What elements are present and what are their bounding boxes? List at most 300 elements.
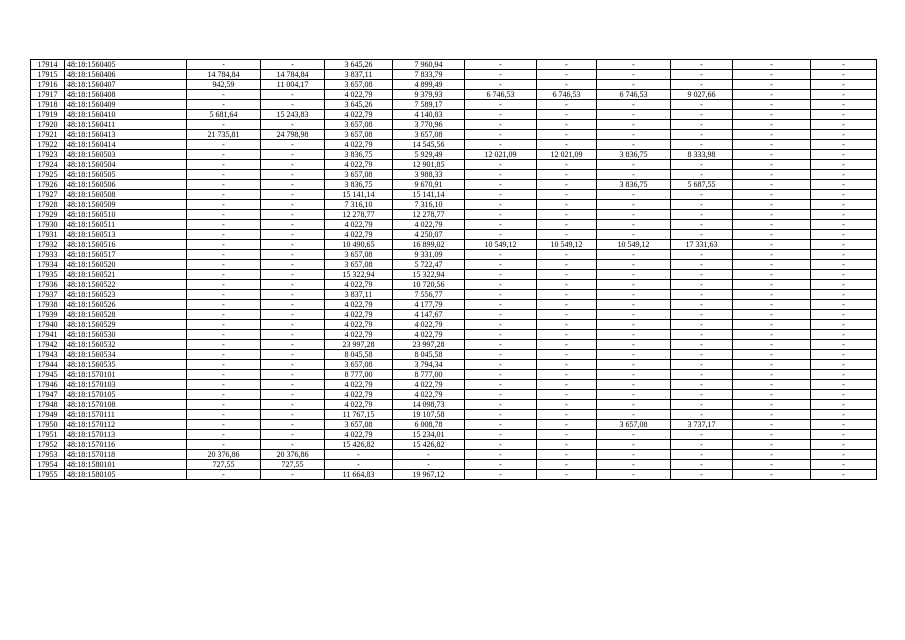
value-cell: 9 027,66 — [671, 90, 733, 100]
value-cell: - — [537, 250, 597, 260]
value-cell: 23 997,28 — [325, 340, 393, 350]
value-cell: - — [597, 400, 671, 410]
value-cell: - — [811, 290, 877, 300]
value-cell: - — [733, 230, 811, 240]
value-cell: - — [733, 370, 811, 380]
row-number-cell: 17944 — [31, 360, 65, 370]
value-cell: - — [537, 330, 597, 340]
value-cell: - — [733, 270, 811, 280]
row-number-cell: 17921 — [31, 130, 65, 140]
value-cell: - — [811, 160, 877, 170]
value-cell: - — [733, 350, 811, 360]
value-cell: - — [187, 150, 261, 160]
value-cell: 3 657,08 — [597, 420, 671, 430]
value-cell: 7 833,79 — [393, 70, 465, 80]
value-cell: - — [811, 470, 877, 480]
value-cell: - — [465, 450, 537, 460]
value-cell: - — [597, 330, 671, 340]
value-cell: - — [671, 220, 733, 230]
value-cell: 3 657,08 — [325, 260, 393, 270]
value-cell: - — [811, 220, 877, 230]
row-number-cell: 17927 — [31, 190, 65, 200]
row-number-cell: 17950 — [31, 420, 65, 430]
value-cell: - — [325, 460, 393, 470]
value-cell: 4 022,79 — [325, 220, 393, 230]
value-cell: - — [261, 160, 325, 170]
value-cell: - — [465, 300, 537, 310]
value-cell: 3 837,11 — [325, 70, 393, 80]
value-cell: 4 022,79 — [325, 320, 393, 330]
cadastral-number-cell: 48:18:1560522 — [65, 280, 187, 290]
value-cell: 727,55 — [261, 460, 325, 470]
value-cell: - — [537, 100, 597, 110]
value-cell: - — [187, 420, 261, 430]
cadastral-number-cell: 48:18:1580101 — [65, 460, 187, 470]
value-cell: 17 331,63 — [671, 240, 733, 250]
value-cell: - — [733, 170, 811, 180]
value-cell: - — [465, 200, 537, 210]
value-cell: - — [465, 370, 537, 380]
row-number-cell: 17943 — [31, 350, 65, 360]
value-cell: 9 331,09 — [393, 250, 465, 260]
value-cell: - — [597, 250, 671, 260]
table-row — [31, 440, 877, 450]
table-row — [31, 120, 877, 130]
value-cell: - — [811, 280, 877, 290]
value-cell: - — [811, 230, 877, 240]
value-cell: - — [671, 280, 733, 290]
cadastral-number-cell: 48:18:1570113 — [65, 430, 187, 440]
value-cell: 14 098,73 — [393, 400, 465, 410]
value-cell: - — [811, 400, 877, 410]
value-cell: - — [261, 360, 325, 370]
value-cell: - — [261, 310, 325, 320]
table-row — [31, 450, 877, 460]
value-cell: - — [261, 170, 325, 180]
row-number-cell: 17928 — [31, 200, 65, 210]
value-cell: - — [465, 130, 537, 140]
row-number-cell: 17930 — [31, 220, 65, 230]
value-cell: - — [671, 130, 733, 140]
value-cell: 8 333,98 — [671, 150, 733, 160]
value-cell: 4 899,49 — [393, 80, 465, 90]
cadastral-number-cell: 48:18:1570118 — [65, 450, 187, 460]
value-cell: - — [733, 130, 811, 140]
value-cell: - — [261, 120, 325, 130]
value-cell: - — [733, 330, 811, 340]
value-cell: - — [187, 360, 261, 370]
value-cell: - — [187, 470, 261, 480]
table-row — [31, 310, 877, 320]
value-cell: - — [465, 340, 537, 350]
value-cell: 15 234,01 — [393, 430, 465, 440]
value-cell: 3 657,08 — [325, 120, 393, 130]
value-cell: - — [261, 100, 325, 110]
value-cell: 3 657,08 — [325, 420, 393, 430]
value-cell: 3 794,34 — [393, 360, 465, 370]
value-cell: - — [733, 380, 811, 390]
value-cell: - — [465, 310, 537, 320]
table-row — [31, 350, 877, 360]
value-cell: - — [261, 390, 325, 400]
value-cell: - — [811, 460, 877, 470]
value-cell: - — [733, 310, 811, 320]
value-cell: - — [671, 250, 733, 260]
value-cell: - — [597, 360, 671, 370]
value-cell: 4 022,79 — [325, 110, 393, 120]
table-row — [31, 150, 877, 160]
value-cell: - — [597, 460, 671, 470]
value-cell: - — [597, 200, 671, 210]
value-cell: - — [811, 100, 877, 110]
row-number-cell: 17918 — [31, 100, 65, 110]
value-cell: - — [811, 170, 877, 180]
value-cell: 4 022,79 — [325, 90, 393, 100]
value-cell: - — [811, 390, 877, 400]
value-cell: 12 278,77 — [393, 210, 465, 220]
value-cell: 5 687,55 — [671, 180, 733, 190]
table-row — [31, 400, 877, 410]
value-cell: 11 767,15 — [325, 410, 393, 420]
value-cell: 4 022,79 — [325, 230, 393, 240]
value-cell: - — [537, 430, 597, 440]
value-cell: - — [261, 320, 325, 330]
value-cell: 23 997,28 — [393, 340, 465, 350]
value-cell: - — [187, 350, 261, 360]
value-cell: 4 022,79 — [393, 390, 465, 400]
value-cell: 4 022,79 — [393, 380, 465, 390]
value-cell: - — [465, 400, 537, 410]
value-cell: 4 022,79 — [325, 140, 393, 150]
value-cell: - — [597, 350, 671, 360]
value-cell: - — [597, 170, 671, 180]
value-cell: - — [811, 450, 877, 460]
row-number-cell: 17946 — [31, 380, 65, 390]
cadastral-number-cell: 48:18:1570101 — [65, 370, 187, 380]
value-cell: 11 004,17 — [261, 80, 325, 90]
value-cell: - — [811, 190, 877, 200]
value-cell: 5 681,64 — [187, 110, 261, 120]
cadastral-number-cell: 48:18:1570103 — [65, 380, 187, 390]
value-cell: - — [811, 150, 877, 160]
value-cell: - — [537, 390, 597, 400]
value-cell: - — [537, 400, 597, 410]
table-row — [31, 100, 877, 110]
row-number-cell: 17940 — [31, 320, 65, 330]
value-cell: - — [187, 200, 261, 210]
value-cell: - — [811, 270, 877, 280]
value-cell: - — [537, 200, 597, 210]
value-cell: - — [671, 440, 733, 450]
value-cell: - — [187, 210, 261, 220]
value-cell: 4 022,79 — [325, 310, 393, 320]
value-cell: 10 549,12 — [465, 240, 537, 250]
value-cell: - — [733, 390, 811, 400]
value-cell: 20 376,86 — [187, 450, 261, 460]
value-cell: 4 022,79 — [325, 390, 393, 400]
value-cell: - — [733, 420, 811, 430]
value-cell: - — [187, 120, 261, 130]
cadastral-number-cell: 48:18:1570108 — [65, 400, 187, 410]
value-cell: - — [733, 210, 811, 220]
value-cell: 7 316,10 — [325, 200, 393, 210]
value-cell: - — [261, 380, 325, 390]
table-row — [31, 260, 877, 270]
value-cell: - — [537, 120, 597, 130]
value-cell: - — [733, 80, 811, 90]
value-cell: - — [537, 300, 597, 310]
value-cell: 10 549,12 — [537, 240, 597, 250]
value-cell: - — [261, 240, 325, 250]
value-cell: - — [733, 300, 811, 310]
value-cell: - — [187, 260, 261, 270]
value-cell: 4 022,79 — [325, 280, 393, 290]
cadastral-number-cell: 48:18:1560513 — [65, 230, 187, 240]
value-cell: - — [261, 430, 325, 440]
value-cell: - — [671, 370, 733, 380]
table-row — [31, 220, 877, 230]
value-cell: - — [537, 190, 597, 200]
value-cell: - — [465, 460, 537, 470]
value-cell: 14 784,84 — [261, 70, 325, 80]
value-cell: - — [811, 310, 877, 320]
value-cell: - — [465, 220, 537, 230]
value-cell: - — [597, 80, 671, 90]
value-cell: - — [187, 190, 261, 200]
value-cell: - — [537, 180, 597, 190]
row-number-cell: 17916 — [31, 80, 65, 90]
value-cell: - — [465, 230, 537, 240]
value-cell: - — [187, 90, 261, 100]
value-cell: - — [733, 220, 811, 230]
value-cell: - — [671, 270, 733, 280]
table-row — [31, 60, 877, 70]
value-cell: - — [187, 380, 261, 390]
cadastral-number-cell: 48:18:1560511 — [65, 220, 187, 230]
table-row — [31, 330, 877, 340]
value-cell: 8 045,58 — [393, 350, 465, 360]
value-cell: 7 960,94 — [393, 60, 465, 70]
value-cell: - — [811, 370, 877, 380]
value-cell: 12 278,77 — [325, 210, 393, 220]
cadastral-number-cell: 48:18:1560528 — [65, 310, 187, 320]
value-cell: - — [261, 140, 325, 150]
row-number-cell: 17947 — [31, 390, 65, 400]
value-cell: 24 798,98 — [261, 130, 325, 140]
value-cell: 4 022,79 — [393, 320, 465, 330]
value-cell: 3 836,75 — [325, 180, 393, 190]
value-cell: - — [261, 250, 325, 260]
value-cell: - — [597, 470, 671, 480]
cadastral-number-cell: 48:18:1560414 — [65, 140, 187, 150]
cadastral-number-cell: 48:18:1560516 — [65, 240, 187, 250]
cadastral-number-cell: 48:18:1560409 — [65, 100, 187, 110]
value-cell: 15 426,82 — [325, 440, 393, 450]
value-cell: - — [671, 70, 733, 80]
value-cell: - — [537, 420, 597, 430]
value-cell: - — [733, 290, 811, 300]
value-cell: - — [465, 140, 537, 150]
value-cell: - — [465, 360, 537, 370]
value-cell: - — [671, 360, 733, 370]
row-number-cell: 17934 — [31, 260, 65, 270]
value-cell: - — [597, 430, 671, 440]
value-cell: - — [597, 450, 671, 460]
value-cell: - — [671, 120, 733, 130]
value-cell: - — [597, 230, 671, 240]
cadastral-number-cell: 48:18:1560504 — [65, 160, 187, 170]
value-cell: - — [187, 60, 261, 70]
value-cell: - — [537, 70, 597, 80]
value-cell: - — [465, 160, 537, 170]
cadastral-number-cell: 48:18:1560509 — [65, 200, 187, 210]
table-row — [31, 420, 877, 430]
value-cell: - — [261, 210, 325, 220]
value-cell: 4 140,83 — [393, 110, 465, 120]
value-cell: - — [811, 210, 877, 220]
value-cell: - — [597, 370, 671, 380]
value-cell: - — [733, 450, 811, 460]
row-number-cell: 17951 — [31, 430, 65, 440]
value-cell: - — [465, 380, 537, 390]
value-cell: - — [733, 200, 811, 210]
value-cell: - — [537, 230, 597, 240]
value-cell: 16 899,02 — [393, 240, 465, 250]
value-cell: - — [261, 300, 325, 310]
value-cell: - — [537, 450, 597, 460]
table-row — [31, 290, 877, 300]
cadastral-number-cell: 48:18:1560521 — [65, 270, 187, 280]
value-cell: - — [671, 410, 733, 420]
table-row — [31, 90, 877, 100]
cadastral-number-cell: 48:18:1560526 — [65, 300, 187, 310]
value-cell: - — [465, 180, 537, 190]
value-cell: 14 545,56 — [393, 140, 465, 150]
row-number-cell: 17941 — [31, 330, 65, 340]
value-cell: - — [597, 320, 671, 330]
value-cell: 12 901,85 — [393, 160, 465, 170]
row-number-cell: 17931 — [31, 230, 65, 240]
value-cell: - — [671, 60, 733, 70]
value-cell: - — [671, 230, 733, 240]
value-cell: - — [597, 130, 671, 140]
table-row — [31, 250, 877, 260]
value-cell: - — [597, 310, 671, 320]
value-cell: - — [733, 70, 811, 80]
value-cell: - — [597, 340, 671, 350]
value-cell: 10 490,65 — [325, 240, 393, 250]
value-cell: 19 967,12 — [393, 470, 465, 480]
value-cell: - — [465, 120, 537, 130]
row-number-cell: 17938 — [31, 300, 65, 310]
value-cell: - — [465, 170, 537, 180]
table-row — [31, 300, 877, 310]
value-cell: - — [465, 280, 537, 290]
value-cell: - — [733, 180, 811, 190]
value-cell: 7 556,77 — [393, 290, 465, 300]
value-cell: 6 008,78 — [393, 420, 465, 430]
value-cell: - — [671, 80, 733, 90]
row-number-cell: 17954 — [31, 460, 65, 470]
value-cell: 4 022,79 — [325, 430, 393, 440]
value-cell: - — [537, 460, 597, 470]
value-cell: - — [261, 370, 325, 380]
value-cell: - — [733, 280, 811, 290]
value-cell: 942,59 — [187, 80, 261, 90]
value-cell: - — [537, 340, 597, 350]
value-cell: - — [261, 220, 325, 230]
value-cell: - — [671, 390, 733, 400]
value-cell: - — [811, 410, 877, 420]
value-cell: 15 141,14 — [393, 190, 465, 200]
value-cell: 5 929,49 — [393, 150, 465, 160]
value-cell: - — [597, 120, 671, 130]
value-cell: - — [465, 190, 537, 200]
cadastral-number-cell: 48:18:1560503 — [65, 150, 187, 160]
value-cell: - — [187, 370, 261, 380]
value-cell: - — [465, 250, 537, 260]
table-row — [31, 210, 877, 220]
table-row — [31, 130, 877, 140]
table-row — [31, 470, 877, 480]
row-number-cell: 17952 — [31, 440, 65, 450]
value-cell: - — [187, 320, 261, 330]
cadastral-number-cell: 48:18:1560520 — [65, 260, 187, 270]
table-row — [31, 70, 877, 80]
value-cell: - — [597, 110, 671, 120]
value-cell: - — [465, 260, 537, 270]
value-cell: - — [261, 90, 325, 100]
value-cell: - — [671, 140, 733, 150]
value-cell: 8 045,58 — [325, 350, 393, 360]
value-cell: - — [261, 330, 325, 340]
value-cell: - — [811, 260, 877, 270]
value-cell: - — [187, 100, 261, 110]
value-cell: - — [811, 330, 877, 340]
value-cell: - — [465, 420, 537, 430]
value-cell: - — [537, 320, 597, 330]
value-cell: - — [465, 210, 537, 220]
value-cell: 4 022,79 — [325, 160, 393, 170]
value-cell: 12 021,09 — [537, 150, 597, 160]
cadastral-number-cell: 48:18:1560510 — [65, 210, 187, 220]
value-cell: - — [465, 100, 537, 110]
value-cell: - — [261, 340, 325, 350]
value-cell: - — [597, 160, 671, 170]
value-cell: 15 322,94 — [325, 270, 393, 280]
value-cell: 7 316,10 — [393, 200, 465, 210]
value-cell: - — [187, 240, 261, 250]
value-cell: - — [187, 440, 261, 450]
value-cell: - — [261, 400, 325, 410]
value-cell: - — [811, 200, 877, 210]
value-cell: - — [537, 280, 597, 290]
row-number-cell: 17945 — [31, 370, 65, 380]
row-number-cell: 17929 — [31, 210, 65, 220]
value-cell: - — [537, 440, 597, 450]
row-number-cell: 17935 — [31, 270, 65, 280]
value-cell: - — [733, 150, 811, 160]
value-cell: 11 664,83 — [325, 470, 393, 480]
value-cell: - — [187, 330, 261, 340]
value-cell: 4 022,79 — [325, 330, 393, 340]
value-cell: 3 645,26 — [325, 60, 393, 70]
cadastral-number-cell: 48:18:1560410 — [65, 110, 187, 120]
value-cell: - — [733, 460, 811, 470]
value-cell: 21 735,81 — [187, 130, 261, 140]
value-cell: - — [811, 80, 877, 90]
value-cell: - — [811, 140, 877, 150]
